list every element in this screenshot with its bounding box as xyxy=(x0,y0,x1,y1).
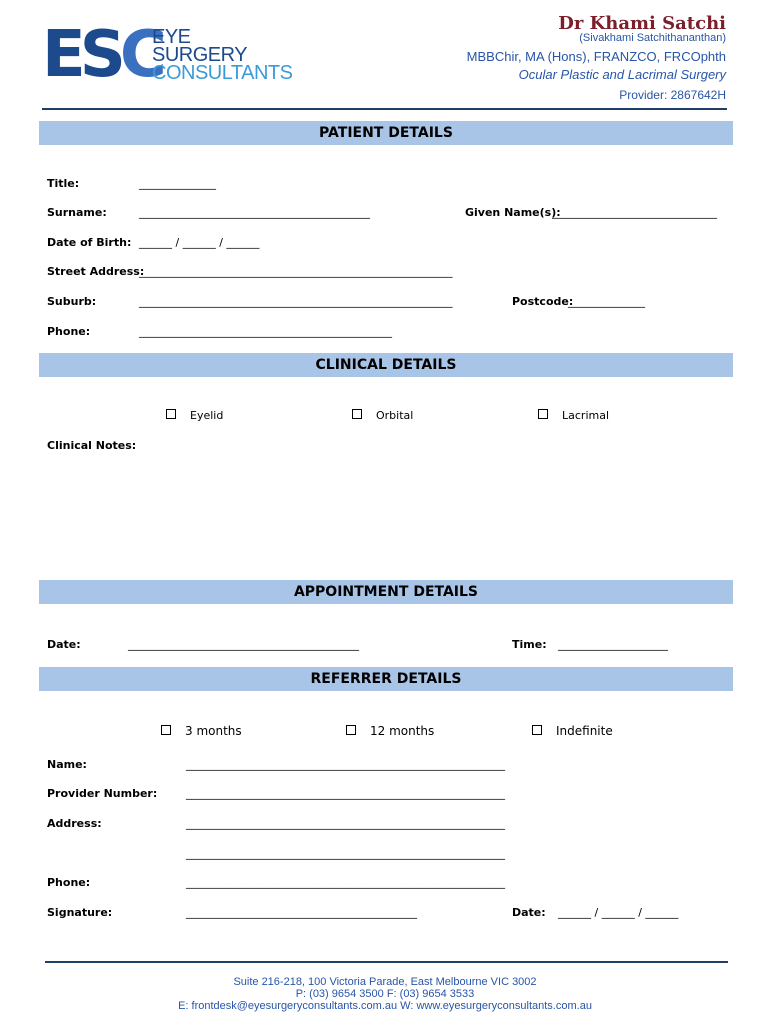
checkbox-3-months-label: 3 months xyxy=(185,724,242,738)
surname-label: Surname: xyxy=(47,206,107,219)
doctor-specialty: Ocular Plastic and Lacrimal Surgery xyxy=(518,67,726,82)
checkbox-square-icon[interactable] xyxy=(166,409,176,419)
logo xyxy=(42,18,293,92)
referrer-address-field[interactable]: __________________________________________________________ xyxy=(186,817,505,830)
checkbox-orbital-label: Orbital xyxy=(376,409,414,422)
clinical-notes-area[interactable] xyxy=(139,455,729,570)
referrer-phone-label: Phone: xyxy=(47,876,91,889)
appointment-time-field[interactable]: ____________________ xyxy=(558,638,668,651)
checkbox-square-icon[interactable] xyxy=(532,725,542,735)
logo-line-eye: EYE xyxy=(152,26,191,48)
provider-number-label: Provider Number: xyxy=(47,787,158,800)
logo-letters-text: ESC xyxy=(42,18,161,92)
logo-line-surgery: SURGERY xyxy=(152,44,248,66)
referrer-address-label: Address: xyxy=(47,817,102,830)
checkbox-12-months-label: 12 months xyxy=(370,724,435,738)
street-address-field[interactable]: _________________________________________________________ xyxy=(139,265,453,278)
appointment-time-label: Time: xyxy=(512,638,547,651)
footer-phones: P: (03) 9654 3500 F: (03) 9654 3533 xyxy=(295,988,475,1000)
clinical-notes-label: Clinical Notes: xyxy=(47,439,137,452)
checkbox-lacrimal[interactable] xyxy=(538,409,609,422)
section-patient-details: PATIENT DETAILS xyxy=(39,121,733,145)
doctor-alt-name: (Sivakhami Satchithananthan) xyxy=(579,32,726,44)
surname-field[interactable]: __________________________________________ xyxy=(139,206,370,219)
checkbox-square-icon[interactable] xyxy=(161,725,171,735)
checkbox-square-icon[interactable] xyxy=(538,409,548,419)
referrer-date-field[interactable]: ______ / ______ / ______ xyxy=(558,906,679,919)
signature-label: Signature: xyxy=(47,906,113,919)
checkbox-12-months[interactable] xyxy=(346,724,434,738)
phone-label: Phone: xyxy=(47,325,91,338)
checkbox-indefinite[interactable] xyxy=(532,724,613,738)
checkbox-orbital[interactable] xyxy=(352,409,413,422)
postcode-field[interactable]: ______________ xyxy=(568,295,645,308)
checkbox-lacrimal-label: Lacrimal xyxy=(562,409,610,422)
doctor-qualifications: MBBChir, MA (Hons), FRANZCO, FRCOphth xyxy=(466,49,726,64)
appointment-date-field[interactable]: __________________________________________ xyxy=(128,638,359,651)
title-label: Title: xyxy=(47,177,80,190)
checkbox-eyelid[interactable] xyxy=(166,409,223,422)
signature-field[interactable]: __________________________________________ xyxy=(186,906,417,919)
doctor-provider: Provider: 2867642H xyxy=(619,88,726,102)
suburb-field[interactable]: _________________________________________________________ xyxy=(139,295,453,308)
appointment-date-label: Date: xyxy=(47,638,81,651)
checkbox-indefinite-label: Indefinite xyxy=(556,724,613,738)
street-address-label: Street Address: xyxy=(47,265,145,278)
section-appointment-details: APPOINTMENT DETAILS xyxy=(39,580,733,604)
postcode-label: Postcode: xyxy=(512,295,574,308)
footer-contact: E: frontdesk@eyesurgeryconsultants.com.au W: www.eyesurgeryconsultants.com.au xyxy=(178,1000,592,1012)
given-names-field[interactable]: ______________________________ xyxy=(552,206,717,219)
provider-number-field[interactable]: __________________________________________________________ xyxy=(186,787,505,800)
referrer-name-label: Name: xyxy=(47,758,87,771)
checkbox-square-icon[interactable] xyxy=(352,409,362,419)
checkbox-square-icon[interactable] xyxy=(346,725,356,735)
phone-field[interactable]: ______________________________________________ xyxy=(139,325,392,338)
section-clinical-details: CLINICAL DETAILS xyxy=(39,353,733,377)
section-referrer-details: REFERRER DETAILS xyxy=(39,667,733,691)
logo-letters xyxy=(42,18,161,92)
referrer-date-label: Date: xyxy=(512,906,546,919)
header-divider xyxy=(42,108,727,110)
dob-label: Date of Birth: xyxy=(47,236,132,249)
referrer-name-field[interactable]: __________________________________________________________ xyxy=(186,758,505,771)
checkbox-eyelid-label: Eyelid xyxy=(190,409,224,422)
logo-line-consultants: CONSULTANTS xyxy=(152,62,293,84)
footer-address: Suite 216-218, 100 Victoria Parade, East Melbourne VIC 3002 xyxy=(233,976,537,988)
suburb-label: Suburb: xyxy=(47,295,97,308)
given-names-label: Given Name(s): xyxy=(465,206,561,219)
doctor-name: Dr Khami Satchi xyxy=(558,13,726,34)
footer xyxy=(0,976,770,1012)
footer-divider xyxy=(45,961,728,963)
title-field[interactable]: ______________ xyxy=(139,177,216,190)
referrer-address-field-2[interactable]: __________________________________________________________ xyxy=(186,847,505,860)
referrer-phone-field[interactable]: __________________________________________________________ xyxy=(186,876,505,889)
checkbox-3-months[interactable] xyxy=(161,724,242,738)
dob-field[interactable]: ______ / ______ / ______ xyxy=(139,236,260,249)
